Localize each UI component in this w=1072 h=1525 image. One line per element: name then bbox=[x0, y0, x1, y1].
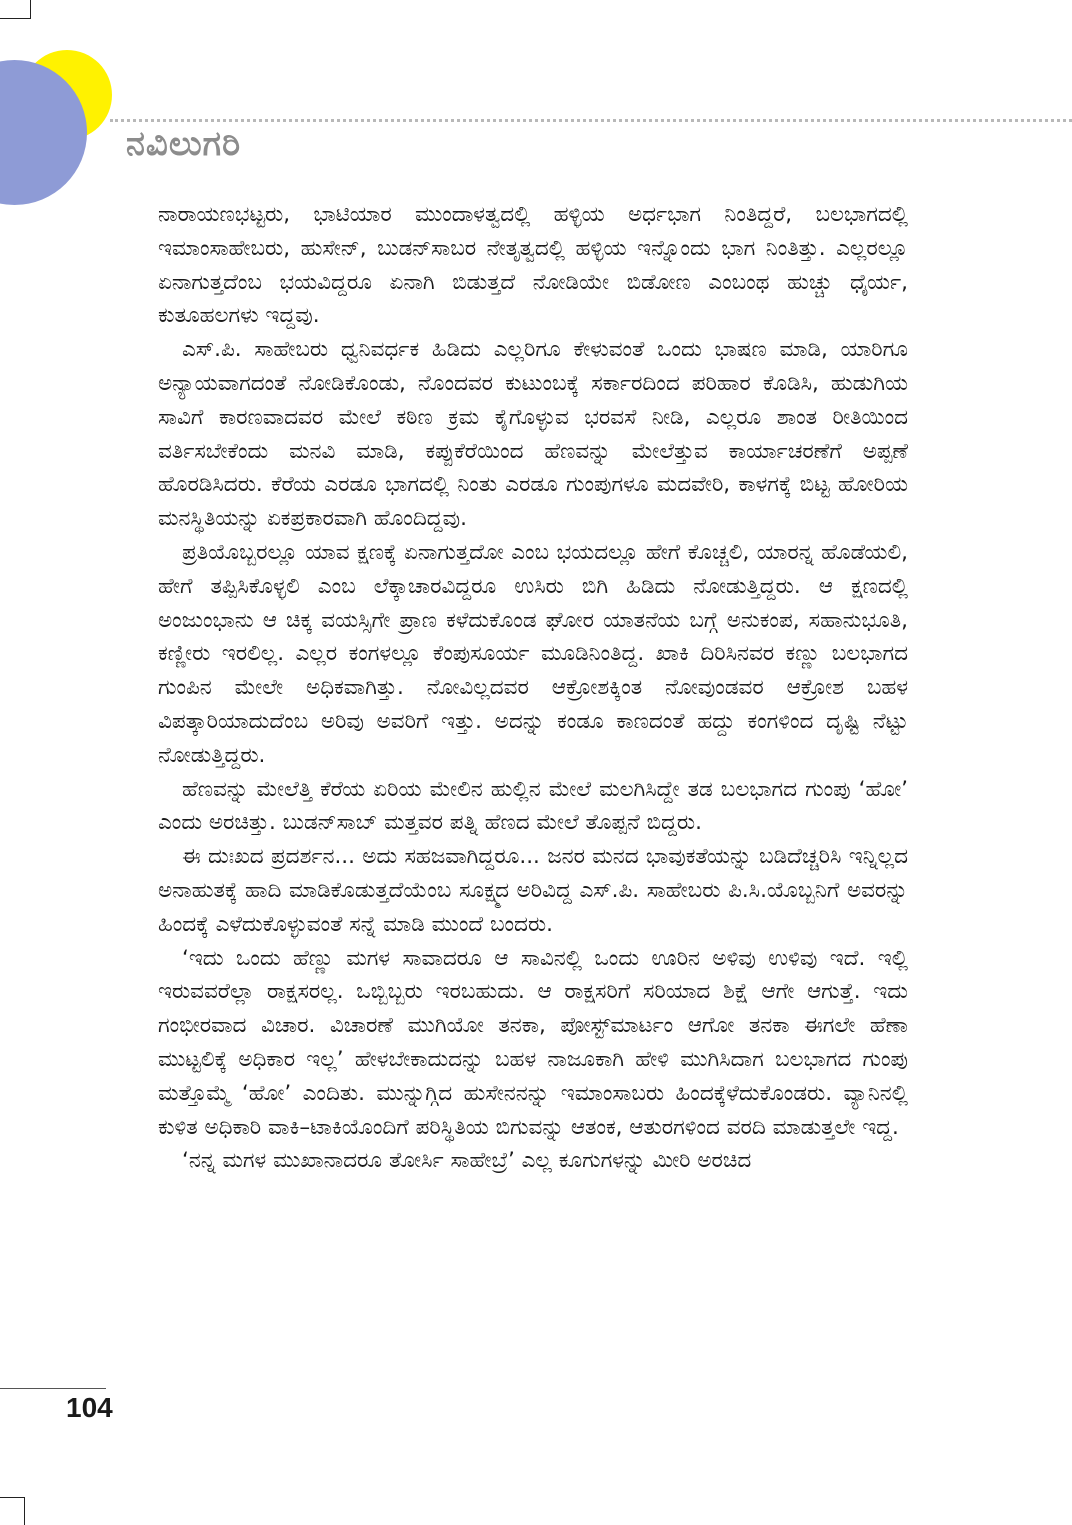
paragraph: ಈ ದುಃಖದ ಪ್ರದರ್ಶನ... ಅದು ಸಹಜವಾಗಿದ್ದರೂ... ಜನರ ಮನದ ಭಾವುಕತೆಯನ್ನು ಬಡಿದೆಚ್ಚರಿಸಿ ಇನ್ನಿಲ್ಲದ ಅನಾಹುತಕ್ಕೆ ಹಾದಿ ಮಾಡಿಕೊಡುತ್ತದೆಯೆಂಬ ಸೂಕ್ಷ್ಮದ ಅರಿವಿದ್ದ ಎಸ್.ಪಿ. ಸಾಹೇಬರು ಪಿ.ಸಿ.ಯೊಬ್ಬನಿಗೆ ಅವರನ್ನು ಹಿಂದಕ್ಕೆ ಎಳೆದುಕೊಳ್ಳುವಂತೆ ಸನ್ನೆ ಮಾಡಿ ಮುಂದೆ ಬಂದರು. bbox=[158, 844, 908, 937]
page-number: 104 bbox=[66, 1392, 113, 1423]
crop-mark-bottom-left-vertical bbox=[24, 1497, 25, 1525]
header-dotted-rule bbox=[110, 119, 1072, 122]
paragraph: ‘ನನ್ನ ಮಗಳ ಮುಖಾನಾದರೂ ತೋರ್ಸಿ ಸಾಹೇಬ್ರೆ’ ಎಲ್ಲ ಕೂಗುಗಳನ್ನು ಮೀರಿ ಅರಚಿದ bbox=[182, 1148, 752, 1174]
paragraph: ‘ಇದು ಒಂದು ಹೆಣ್ಣು ಮಗಳ ಸಾವಾದರೂ ಆ ಸಾವಿನಲ್ಲಿ ಒಂದು ಊರಿನ ಅಳಿವು ಉಳಿವು ಇದೆ. ಇಲ್ಲಿ ಇರುವವರೆಲ್ಲಾ ರಾಕ್ಷಸರಲ್ಲ. ಒಬ್ಬಿಬ್ಬರು ಇರಬಹುದು. ಆ ರಾಕ್ಷಸರಿಗೆ ಸರಿಯಾದ ಶಿಕ್ಷೆ ಆಗೇ ಆಗುತ್ತೆ. ಇದು ಗಂಭೀರವಾದ ವಿಚಾರ. ವಿಚಾರಣೆ ಮುಗಿಯೋ ತನಕಾ, ಪೋಸ್ಟ್‌ಮಾರ್ಟಂ ಆಗೋ ತನಕಾ ಈಗಲೇ ಹೆಣಾ ಮುಟ್ಟಲಿಕ್ಕೆ ಅಧಿಕಾರ ಇಲ್ಲ’ ಹೇಳಬೇಕಾದುದನ್ನು ಬಹಳ ನಾಜೂಕಾಗಿ ಹೇಳಿ ಮುಗಿಸಿದಾಗ ಬಲಭಾಗದ ಗುಂಪು ಮತ್ತೊಮ್ಮೆ ‘ಹೋ’ ಎಂದಿತು. ಮುನ್ನುಗ್ಗಿದ ಹುಸೇನನನ್ನು ಇಮಾಂಸಾಬರು ಹಿಂದಕ್ಕೆಳೆದುಕೊಂಡರು. ವ್ಯಾನಿನಲ್ಲಿ ಕುಳಿತ ಅಧಿಕಾರಿ ವಾಕಿ–ಟಾಕಿಯೊಂದಿಗೆ ಪರಿಸ್ಥಿತಿಯ ಬಿಗುವನ್ನು ಆತಂಕ, ಆತುರಗಳಿಂದ ವರದಿ ಮಾಡುತ್ತಲೇ ಇದ್ದ. bbox=[158, 945, 908, 1140]
paragraph: ಹೆಣವನ್ನು ಮೇಲೆತ್ತಿ ಕೆರೆಯ ಏರಿಯ ಮೇಲಿನ ಹುಲ್ಲಿನ ಮೇಲೆ ಮಲಗಿಸಿದ್ದೇ ತಡ ಬಲಭಾಗದ ಗುಂಪು ‘ಹೋ’ ಎಂದು ಅರಚಿತ್ತು. ಬುಡನ್‌ಸಾಬ್ ಮತ್ತವರ ಪತ್ನಿ ಹೆಣದ ಮೇಲೆ ತೊಪ್ಪನೆ ಬಿದ್ದರು. bbox=[158, 776, 908, 836]
footer-rule bbox=[0, 1388, 106, 1389]
body-text bbox=[158, 198, 908, 1178]
paragraph: ಪ್ರತಿಯೊಬ್ಬರಲ್ಲೂ ಯಾವ ಕ್ಷಣಕ್ಕೆ ಏನಾಗುತ್ತದೋ ಎಂಬ ಭಯದಲ್ಲೂ ಹೇಗೆ ಕೊಚ್ಚಲಿ, ಯಾರನ್ನ ಹೊಡೆಯಲಿ, ಹೇಗೆ ತಪ್ಪಿಸಿಕೊಳ್ಳಲಿ ಎಂಬ ಲೆಕ್ಕಾಚಾರವಿದ್ದರೂ ಉಸಿರು ಬಿಗಿ ಹಿಡಿದು ನೋಡುತ್ತಿದ್ದರು. ಆ ಕ್ಷಣದಲ್ಲಿ ಅಂಜುಂಭಾನು ಆ ಚಿಕ್ಕ ವಯಸ್ಸಿಗೇ ಪ್ರಾಣ ಕಳೆದುಕೊಂಡ ಘೋರ ಯಾತನೆಯ ಬಗ್ಗೆ ಅನುಕಂಪ, ಸಹಾನುಭೂತಿ, ಕಣ್ಣೀರು ಇರಲಿಲ್ಲ. ಎಲ್ಲರ ಕಂಗಳಲ್ಲೂ ಕೆಂಪುಸೂರ್ಯ ಮೂಡಿನಿಂತಿದ್ದ. ಖಾಕಿ ದಿರಿಸಿನವರ ಕಣ್ಣು ಬಲಭಾಗದ ಗುಂಪಿನ ಮೇಲೇ ಅಧಿಕವಾಗಿತ್ತು. ನೋವಿಲ್ಲದವರ ಆಕ್ರೋಶಕ್ಕಿಂತ ನೋವುಂಡವರ ಆಕ್ರೋಶ ಬಹಳ ವಿಪತ್ಕಾರಿಯಾದುದೆಂಬ ಅರಿವು ಅವರಿಗೆ ಇತ್ತು. ಅದನ್ನು ಕಂಡೂ ಕಾಣದಂತೆ ಹದ್ದು ಕಂಗಳಿಂದ ದೃಷ್ಟಿ ನೆಟ್ಟು ನೋಡುತ್ತಿದ್ದರು. bbox=[158, 539, 908, 768]
crop-mark-bottom-left-horizontal bbox=[0, 1497, 25, 1498]
paragraph: ಎಸ್.ಪಿ. ಸಾಹೇಬರು ಧ್ವನಿವರ್ಧಕ ಹಿಡಿದು ಎಲ್ಲರಿಗೂ ಕೇಳುವಂತೆ ಒಂದು ಭಾಷಣ ಮಾಡಿ, ಯಾರಿಗೂ ಅನ್ಯಾಯವಾಗದಂತೆ ನೋಡಿಕೊಂಡು, ನೊಂದವರ ಕುಟುಂಬಕ್ಕೆ ಸರ್ಕಾರದಿಂದ ಪರಿಹಾರ ಕೊಡಿಸಿ, ಹುಡುಗಿಯ ಸಾವಿಗೆ ಕಾರಣವಾದವರ ಮೇಲೆ ಕಠಿಣ ಕ್ರಮ ಕೈಗೊಳ್ಳುವ ಭರವಸೆ ನೀಡಿ, ಎಲ್ಲರೂ ಶಾಂತ ರೀತಿಯಿಂದ ವರ್ತಿಸಬೇಕೆಂದು ಮನವಿ ಮಾಡಿ, ಕಪ್ಪುಕೆರೆಯಿಂದ ಹೆಣವನ್ನು ಮೇಲೆತ್ತುವ ಕಾರ್ಯಾಚರಣೆಗೆ ಅಪ್ಪಣೆ ಹೊರಡಿಸಿದರು. ಕೆರೆಯ ಎರಡೂ ಭಾಗದಲ್ಲಿ ನಿಂತು ಎರಡೂ ಗುಂಪುಗಳೂ ಮದವೇರಿ, ಕಾಳಗಕ್ಕೆ ಬಿಟ್ಟ ಹೋರಿಯ ಮನಸ್ಥಿತಿಯನ್ನು ಏಕಪ್ರಕಾರವಾಗಿ ಹೊಂದಿದ್ದವು. bbox=[158, 337, 908, 532]
paragraph: ನಾರಾಯಣಭಟ್ಟರು, ಭಾಟಿಯಾರ ಮುಂದಾಳತ್ವದಲ್ಲಿ ಹಳ್ಳಿಯ ಅರ್ಧಭಾಗ ನಿಂತಿದ್ದರೆ, ಬಲಭಾಗದಲ್ಲಿ ಇಮಾಂಸಾಹೇಬರು, ಹುಸೇನ್, ಬುಡನ್‌ಸಾಬರ ನೇತೃತ್ವದಲ್ಲಿ ಹಳ್ಳಿಯ ಇನ್ನೊಂದು ಭಾಗ ನಿಂತಿತ್ತು. ಎಲ್ಲರಲ್ಲೂ ಏನಾಗುತ್ತದೆಂಬ ಭಯವಿದ್ದರೂ ಏನಾಗಿ ಬಿಡುತ್ತದೆ ನೋಡಿಯೇ ಬಿಡೋಣ ಎಂಬಂಥ ಹುಚ್ಚು ಧೈರ್ಯ, ಕುತೂಹಲಗಳು ಇದ್ದವು. bbox=[158, 202, 908, 329]
crop-mark-top-left-horizontal bbox=[0, 18, 31, 19]
crop-mark-top-left-vertical bbox=[30, 0, 31, 18]
chapter-title: ನವಿಲುಗರಿ bbox=[126, 124, 242, 164]
